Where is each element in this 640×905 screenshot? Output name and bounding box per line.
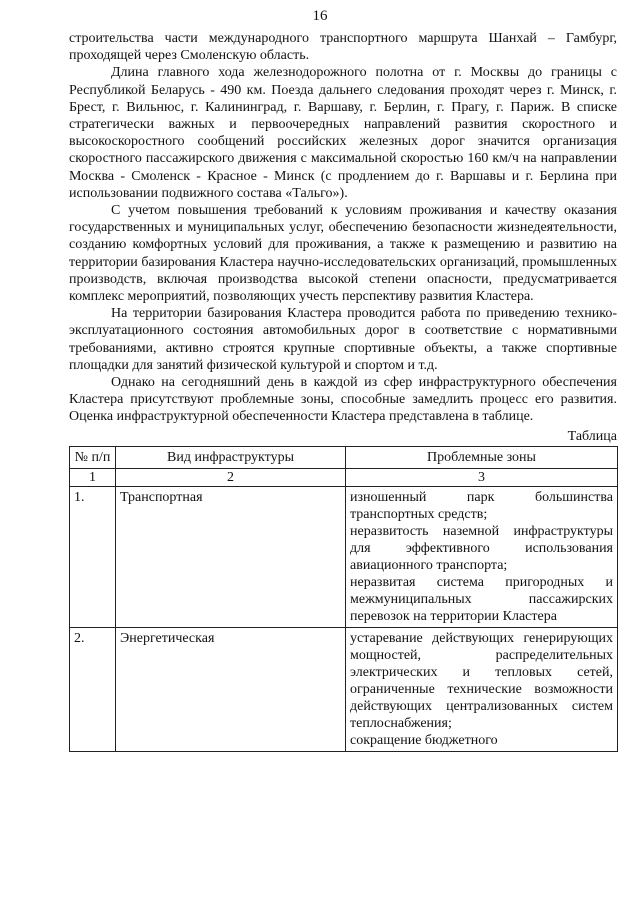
document-body (69, 30, 617, 752)
infrastructure-type: Транспортная (116, 486, 346, 627)
problem-item: неразвитость наземной инфраструктуры для эффективного использования авиационного транспорта; (350, 523, 613, 573)
problem-zones (346, 486, 618, 627)
problem-zones (346, 627, 618, 751)
paragraph-5: Однако на сегодняшний день в каждой из сфер инфраструктурного обеспечения Кластера присутствуют проблемные зоны, способные замедлить процесс его развития. Оценка инфраструктурной обеспеченности Кластера представлена в таблице. (69, 375, 617, 425)
problem-item: неразвитая система пригородных и межмуниципальных пассажирских перевозок на территории Кластера (350, 574, 613, 624)
page-number: 16 (312, 8, 328, 24)
problem-item: устаревание действующих генерирующих мощностей, распределительных электрических и тепловых сетей, ограниченные технические возможности действующих централизованных систем теплоснабжения; (350, 630, 613, 731)
problem-item: сокращение бюджетного (350, 732, 498, 748)
table-header-row (70, 446, 618, 468)
infrastructure-type: Энергетическая (116, 627, 346, 751)
paragraph-3: С учетом повышения требований к условиям проживания и качеству оказания государственных и муниципальных услуг, обеспечению безопасности жизнедеятельности, созданию комфортных условий для проживания, а также к размещению и развитию на территории базирования Кластера научно-исследовательских организаций, промышленных производств, включая производства высокой степени опасности, предусматривается комплекс мероприятий, позволяющих учесть перспективу развития Кластера. (69, 203, 617, 305)
column-number: 1 (70, 468, 116, 486)
header-type: Вид инфраструктуры (116, 446, 346, 468)
infrastructure-table (69, 446, 618, 752)
column-number: 2 (116, 468, 346, 486)
paragraph-1: строительства части международного транспортного маршрута Шанхай – Гамбург, проходящей через Смоленскую область. (69, 31, 617, 64)
row-number: 1. (70, 486, 116, 627)
paragraph-4: На территории базирования Кластера проводится работа по приведению технико-эксплуатационного состояния автомобильных дорог в соответствие с нормативными требованиями, активно строятся крупные спортивные объекты, а также спортивные площадки для занятий физической культурой и спортом и т.д. (69, 306, 617, 373)
column-number: 3 (346, 468, 618, 486)
problem-item: изношенный парк большинства транспортных средств; (350, 489, 613, 522)
table-column-numbers-row (70, 468, 618, 486)
table-row (70, 486, 618, 627)
table-caption: Таблица (567, 428, 617, 444)
table-row (70, 627, 618, 751)
paragraph-2: Длина главного хода железнодорожного полотна от г. Москвы до границы с Республикой Беларусь - 490 км. Поезда дальнего следования проходят через г. Минск, г. Брест, г. Вильнюс, г. Калининград, г. Варшаву, г. Берлин, г. Прагу, г. Париж. В списке стратегически важных и первоочередных направлений развития скоростного и высокоскоростного сообщений российских железных дорог значится организация скоростного пассажирского движения с максимальной скоростью 160 км/ч на направлении Москва - Смоленск - Красное - Минск (с продлением до г. Варшавы и г. Берлина при использовании подвижного состава «Тальго»). (69, 65, 617, 201)
header-number: № п/п (70, 446, 116, 468)
row-number: 2. (70, 627, 116, 751)
header-problems: Проблемные зоны (346, 446, 618, 468)
